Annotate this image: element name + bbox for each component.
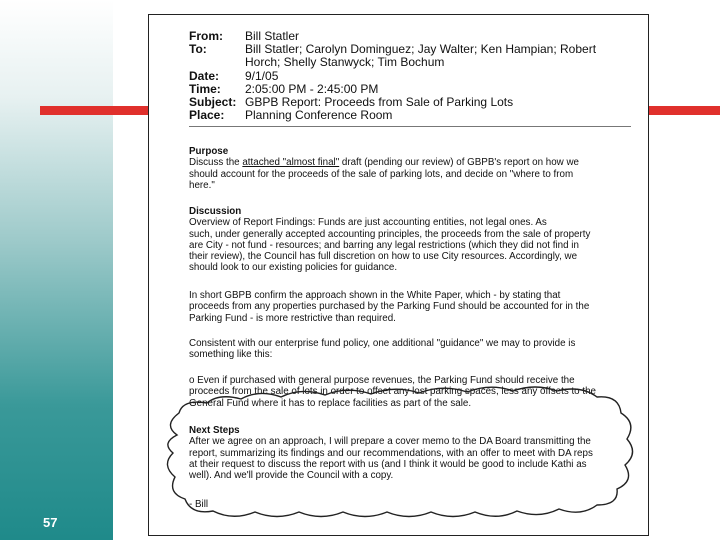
discussion-line: proceeds from any properties purchased by the Parking Fund should be accounted for in the: [189, 301, 590, 313]
discussion-line: such, under generally accepted accounting principles, the proceeds from the sale of property: [189, 228, 591, 240]
purpose-line-2: should account for the proceeds of the sale of parking lots, and decide on "where to from: [189, 168, 574, 180]
place-value: Planning Conference Room: [245, 108, 393, 122]
discussion-heading: Discussion: [189, 206, 242, 217]
discussion-line: their review), the Council has full discretion on how to use City resources. Accordingly, we: [189, 251, 578, 263]
discussion-line: something like this:: [189, 349, 273, 361]
discussion-line: are City - not fund - resources; and barring any legal restrictions (which they did not find in: [189, 239, 579, 251]
discussion-line: should look to our existing policies for guidance.: [189, 262, 398, 274]
time-label: Time:: [189, 82, 221, 96]
discussion-line: o Even if purchased with general purpose revenues, the Parking Fund should receive the: [189, 375, 575, 386]
subject-label: Subject:: [189, 95, 237, 109]
place-label: Place:: [189, 108, 225, 122]
time-value: 2:05:00 PM - 2:45:00 PM: [245, 82, 379, 96]
next-steps-section: [189, 425, 625, 481]
discussion-line: In short GBPB confirm the approach shown in the White Paper, which - by stating that: [189, 290, 561, 301]
purpose-line-3: here.": [189, 179, 215, 191]
subject-value: GBPB Report: Proceeds from Sale of Parking Lots: [245, 95, 514, 109]
next-steps-line: report, summarizing its findings and our recommendations, with an offer to meet with DA reps: [189, 447, 593, 459]
date-value: 9/1/05: [245, 69, 279, 83]
red-accent-bar-left: [40, 106, 150, 115]
slide-number: 57: [43, 515, 58, 530]
memo-page: [148, 14, 649, 536]
from-value: Bill Statler: [245, 29, 300, 43]
discussion-line: proceeds from the sale of lots in order to offset any lost parking spaces, less any offsets to the: [189, 386, 596, 398]
discussion-line: General Fund where it has to replace facilities as part of the sale.: [189, 397, 472, 409]
discussion-line: Overview of Report Findings: Funds are just accounting entities, not legal ones. As: [189, 217, 547, 229]
discussion-line: Parking Fund - is more restrictive than required.: [189, 312, 396, 324]
from-label: From:: [189, 29, 223, 43]
red-accent-bar-right: [648, 106, 720, 115]
left-gradient-band: [0, 0, 113, 540]
to-value-line2: Horch; Shelly Stanwyck; Tim Bochum: [245, 55, 445, 69]
purpose-text: Discuss the: [189, 157, 243, 169]
next-steps-heading: Next Steps: [189, 425, 240, 436]
date-label: Date:: [189, 69, 220, 83]
next-steps-line: well). And we'll provide the Council with a copy.: [189, 470, 394, 482]
next-steps-line: at their request to discuss the report with us (and I think it would be good to include Kathi as: [189, 458, 587, 470]
to-label: To:: [189, 42, 207, 56]
next-steps-line: After we agree on an approach, I will prepare a cover memo to the DA Board transmitting the: [189, 436, 591, 448]
discussion-line: Consistent with our enterprise fund policy, one additional "guidance" we may to provide is: [189, 338, 576, 349]
attached-draft-link: attached "almost final": [242, 157, 340, 169]
to-value-line1: Bill Statler; Carolyn Dominguez; Jay Walter; Ken Hampian; Robert: [245, 42, 597, 56]
signoff: - Bill: [189, 499, 209, 510]
purpose-heading: Purpose: [189, 146, 229, 157]
purpose-text: draft (pending our review) of GBPB's report on how we: [339, 157, 580, 169]
